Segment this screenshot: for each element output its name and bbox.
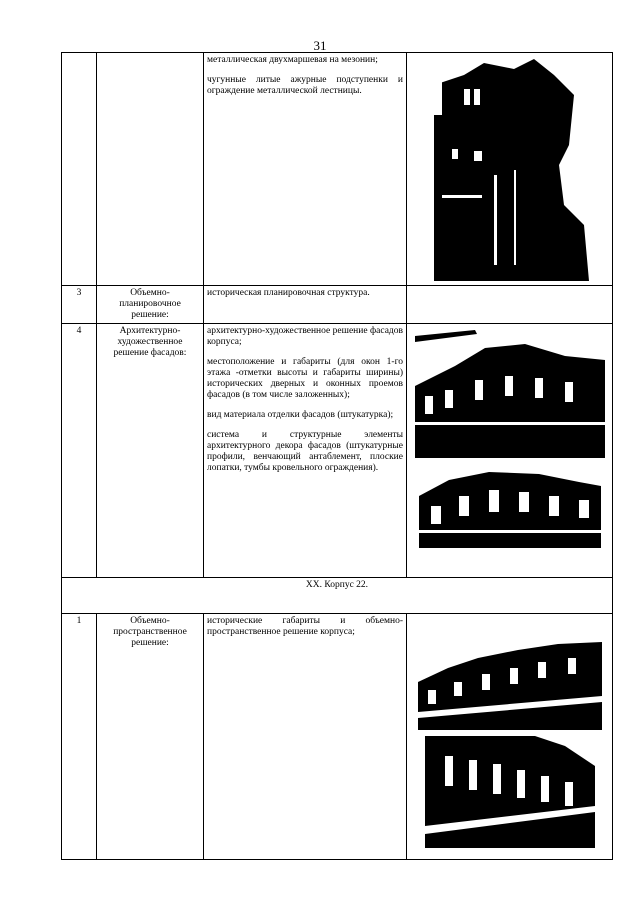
description-paragraph: система и структурные элементы архитектурного декора фасадов (штукатурные профили, венчающий антаблемент, плоские лопатки, тумбы кровельного ограждения). (207, 430, 403, 473)
row-description (204, 286, 407, 324)
description-paragraph: архитектурно-художественное решение фасадов корпуса; (207, 326, 403, 347)
row-description (204, 53, 407, 286)
row-category: Архитектурно-художественное решение фасадов: (97, 324, 204, 578)
row-description (204, 614, 407, 860)
photo-building-22-street (425, 736, 595, 848)
row-photos (407, 53, 613, 286)
protected-elements-table (61, 52, 613, 860)
row-category: Объемно-пространственное решение: (97, 614, 204, 860)
table-row (62, 614, 613, 860)
photo-building-22-facade (418, 632, 602, 730)
section-title: XX. Корпус 22. (62, 578, 613, 614)
section-row (62, 578, 613, 614)
row-category (97, 53, 204, 286)
row-photos (407, 324, 613, 578)
photo-facade-corner (419, 466, 601, 548)
row-number: 4 (62, 324, 97, 578)
description-paragraph: местоположение и габариты (для окон 1-го этажа -отметки высоты и габариты ширины) исторических дверных и оконных проемов фасадов (в том числе заложенных); (207, 357, 403, 400)
row-number (62, 53, 97, 286)
photo-interior-facade (424, 55, 596, 281)
description-paragraph: исторические габариты и объемно-пространственное решение корпуса; (207, 616, 403, 637)
row-photos (407, 286, 613, 324)
description-paragraph: металлическая двухмаршевая на мезонин; (207, 55, 378, 65)
table-row (62, 53, 613, 286)
table-row (62, 286, 613, 324)
row-photos (407, 614, 613, 860)
photo-facade-overview (415, 326, 605, 458)
description-paragraph: вид материала отделки фасадов (штукатурка); (207, 410, 394, 420)
row-category: Объемно-планировочное решение: (97, 286, 204, 324)
page-number: 31 (313, 38, 327, 53)
description-paragraph: историческая планировочная структура. (207, 288, 370, 298)
description-paragraph: чугунные литые ажурные подступенки и ограждение металлической лестницы. (207, 75, 403, 96)
table-row (62, 324, 613, 578)
row-number: 1 (62, 614, 97, 860)
row-description (204, 324, 407, 578)
row-number: 3 (62, 286, 97, 324)
